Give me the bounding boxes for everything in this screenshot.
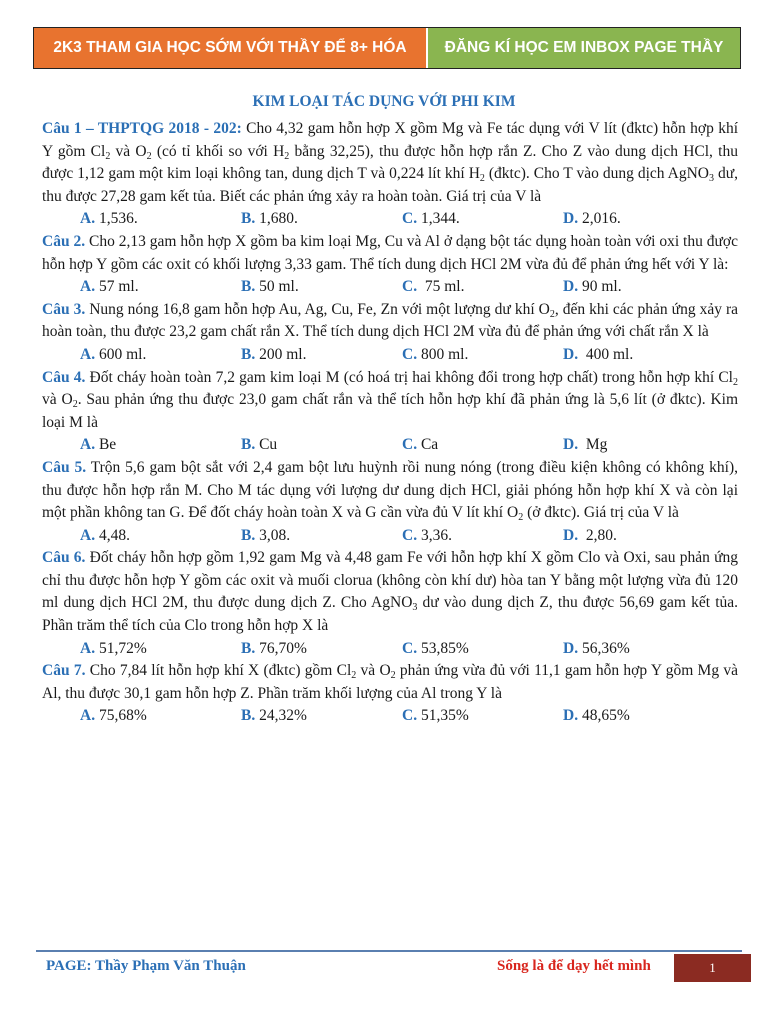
answer-option [563, 705, 724, 728]
answer-options [42, 525, 738, 548]
subscript: 3 [709, 173, 714, 185]
answer-options [42, 208, 738, 231]
option-text: 56,36% [578, 639, 630, 657]
question-4 [42, 367, 738, 435]
answer-option [402, 208, 563, 231]
answer-options [42, 705, 738, 728]
question-text: Đốt cháy hoàn toàn 7,2 gam kim loại M (có hoá trị hai không đổi trong hợp chất) trong hỗn hợp khí Cl [85, 368, 733, 386]
question-2 [42, 231, 738, 276]
option-letter: B. [241, 210, 256, 228]
subscript: 2 [479, 173, 485, 185]
answer-option [402, 525, 563, 548]
subscript: 2 [105, 150, 111, 162]
answer-option [80, 208, 241, 231]
question-text: (đktc). Cho T vào dung dịch AgNO [484, 165, 709, 183]
option-text: 90 ml. [578, 278, 622, 296]
option-letter: D. [563, 210, 579, 228]
subscript: 2 [733, 376, 738, 388]
option-letter: C. [402, 639, 418, 657]
answer-option [80, 705, 241, 728]
subscript: 2 [146, 150, 152, 162]
page-title: KIM LOẠI TÁC DỤNG VỚI PHI KIM [252, 93, 516, 110]
option-letter: D. [563, 278, 579, 296]
question-3 [42, 299, 738, 344]
answer-option [241, 208, 402, 231]
subscript: 2 [284, 150, 290, 162]
question-text: bằng 32,25), thu được hỗn hợp rắn Z. Cho Z vào dung dịch HCl, thu được 1,12 gam một kim loại không tan, dung dịch T và 0,224 lít khí H [42, 142, 738, 183]
option-text: 53,85% [417, 639, 469, 657]
question-label: Câu 4. [42, 368, 86, 386]
answer-option [80, 525, 241, 548]
option-text: 800 ml. [417, 345, 469, 363]
question-text: Cho 7,84 lít hỗn hợp khí X (đktc) gồm Cl [85, 662, 352, 680]
question-list [42, 118, 738, 728]
option-letter: A. [80, 526, 96, 544]
option-letter: D. [563, 639, 579, 657]
answer-option [80, 638, 241, 661]
question-text: dư, thu được 27,28 gam kết tủa. Biết các phản ứng xảy ra hoàn toàn. Giá trị của V là [42, 165, 739, 205]
option-letter: A. [80, 345, 96, 363]
option-letter: C. [402, 210, 418, 228]
question-text: và O [356, 662, 391, 680]
question-text: (ở đktc). Giá trị của V là [523, 504, 679, 522]
option-letter: C. [402, 345, 418, 363]
answer-option [563, 434, 724, 457]
question-7 [42, 660, 738, 705]
option-text: 57 ml. [95, 278, 139, 296]
option-letter: D. [563, 436, 579, 454]
question-text: dư vào dung dịch Z, thu được 56,69 gam kết tủa. Phần trăm thể tích của Clo trong hỗn hợp X là [42, 594, 739, 635]
subscript: 2 [72, 399, 78, 411]
answer-option [563, 525, 724, 548]
option-text: 51,35% [417, 707, 469, 725]
option-letter: A. [80, 210, 96, 228]
option-text: 51,72% [95, 639, 147, 657]
option-letter: A. [80, 278, 96, 296]
answer-option [402, 276, 563, 299]
answer-option [241, 638, 402, 661]
option-text: Ca [417, 436, 439, 454]
answer-option [80, 276, 241, 299]
promo-banner-right[interactable]: ĐĂNG KÍ HỌC EM INBOX PAGE THẦY [428, 28, 740, 68]
answer-option [402, 638, 563, 661]
option-text: 1,344. [417, 210, 460, 228]
question-label: Câu 2. [42, 232, 86, 250]
question-text: Cho 2,13 gam hỗn hợp X gồm ba kim loại Mg, Cu và Al ở dạng bột tác dụng hoàn toàn với oxi thu được hỗn hợp Y gồm các oxit có khối lượng 3,33 gam. Thể tích dung dịch HCl 2M vừa đủ để phản ứng hết với Y là: [42, 232, 738, 273]
option-letter: D. [563, 707, 579, 725]
option-text: Be [95, 436, 117, 454]
answer-options [42, 434, 738, 457]
promo-banner-left[interactable]: 2K3 THAM GIA HỌC SỚM VỚI THẦY ĐỂ 8+ HÓA [34, 28, 428, 68]
question-5 [42, 457, 738, 525]
question-text: Trộn 5,6 gam bột sắt với 2,4 gam bột lưu huỳnh rồi nung nóng (trong điều kiện không có không khí), thu được hỗn hợp rắn M. Cho M tác dụng với lượng dư dung dịch HCl, giải phóng hỗn hợp khí X và còn lại một phần không tan G. Để đốt cháy hoàn toàn X và G cần vừa đủ V lít khí O [42, 458, 738, 522]
question-1 [42, 118, 738, 208]
option-text: Cu [255, 436, 278, 454]
question-text: Nung nóng 16,8 gam hỗn hợp Au, Ag, Cu, Fe, Zn với một lượng dư khí O [85, 300, 550, 318]
answer-options [42, 344, 738, 367]
question-label: Câu 3. [42, 300, 86, 318]
option-text: 75 ml. [417, 278, 465, 296]
option-text: 1,536. [95, 210, 138, 228]
answer-option [241, 344, 402, 367]
option-text: 2,016. [578, 210, 621, 228]
option-letter: A. [80, 639, 96, 657]
footer-page-name: PAGE: Thầy Phạm Văn Thuận [46, 958, 246, 974]
option-letter: B. [241, 639, 256, 657]
footer-slogan: Sống là để dạy hết mình [497, 958, 651, 974]
question-label: Câu 6. [42, 549, 86, 567]
answer-option [241, 434, 402, 457]
answer-option [563, 276, 724, 299]
answer-option [241, 276, 402, 299]
question-label: Câu 7. [42, 662, 86, 680]
option-text: 2,80. [578, 526, 617, 544]
subscript: 2 [390, 670, 396, 682]
page-number: 1 [674, 954, 751, 982]
option-letter: D. [563, 345, 579, 363]
option-text: 50 ml. [255, 278, 299, 296]
answer-option [80, 344, 241, 367]
option-letter: C. [402, 707, 418, 725]
option-letter: D. [563, 526, 579, 544]
question-text: (có tỉ khối so với H [151, 142, 285, 160]
option-letter: C. [402, 526, 418, 544]
option-text: 400 ml. [578, 345, 634, 363]
header-banner [33, 27, 741, 69]
option-text: 3,08. [255, 526, 291, 544]
option-text: 76,70% [255, 639, 307, 657]
answer-option [563, 208, 724, 231]
option-text: 75,68% [95, 707, 147, 725]
option-text: Mg [578, 436, 608, 454]
question-text: Cho 4,32 gam hỗn hợp X gồm Mg và Fe tác dụng với V lít (đktc) hỗn hợp khí Y gồm Cl [42, 120, 738, 160]
answer-option [80, 434, 241, 457]
question-label: Câu 1 – THPTQG 2018 - 202: [42, 120, 242, 137]
option-text: 3,36. [417, 526, 452, 544]
subscript: 2 [549, 308, 555, 320]
question-text: , đến khi các phản ứng xảy ra hoàn toàn, thu được 23,2 gam chất rắn X. Thể tích dung dịch HCl 2M vừa đủ để phản ứng với chất rắn X là [42, 300, 739, 341]
answer-option [402, 705, 563, 728]
question-text: phản ứng vừa đủ với 11,1 gam hỗn hợp Y gồm Mg và Al, thu được 30,1 gam hỗn hợp Z. Phần trăm khối lượng của Al trong Y là [42, 662, 738, 702]
option-letter: A. [80, 707, 96, 725]
answer-option [241, 705, 402, 728]
subscript: 2 [518, 512, 524, 524]
option-letter: B. [241, 345, 256, 363]
question-text: . Sau phản ứng thu được 23,0 gam chất rắn và thể tích hỗn hợp khí đã phản ứng là 5,6 lít (ở đktc). Kim loại M là [42, 391, 739, 431]
answer-options [42, 638, 738, 661]
option-letter: C. [402, 278, 418, 296]
footer-divider [36, 950, 742, 952]
option-text: 600 ml. [95, 345, 147, 363]
option-text: 48,65% [578, 707, 630, 725]
answer-option [402, 344, 563, 367]
option-text: 200 ml. [255, 345, 307, 363]
question-label: Câu 5. [42, 458, 87, 476]
answer-option [563, 344, 724, 367]
option-text: 24,32% [255, 707, 307, 725]
option-letter: B. [241, 436, 256, 454]
answer-option [402, 434, 563, 457]
question-text: và O [110, 142, 147, 160]
option-letter: B. [241, 278, 256, 296]
question-text: và O [42, 391, 73, 409]
subscript: 2 [351, 670, 357, 682]
subscript: 3 [412, 602, 418, 614]
question-6 [42, 547, 738, 637]
option-text: 1,680. [255, 210, 298, 228]
answer-options [42, 276, 738, 299]
option-letter: C. [402, 436, 418, 454]
option-letter: B. [241, 707, 256, 725]
option-text: 4,48. [95, 526, 130, 544]
question-text: Đốt cháy hỗn hợp gồm 1,92 gam Mg và 4,48 gam Fe với hỗn hợp khí X gồm Clo và Oxi, sau phản ứng chỉ thu được hỗn hợp Y gồm các oxit và muối clorua (không còn khí dư) hòa tan Y bằng một lượng vừa đủ 120 ml dung dịch HCl 2M, thu được dung dịch Z. Cho AgNO [42, 549, 738, 612]
answer-option [563, 638, 724, 661]
option-letter: B. [241, 526, 256, 544]
option-letter: A. [80, 436, 96, 454]
answer-option [241, 525, 402, 548]
